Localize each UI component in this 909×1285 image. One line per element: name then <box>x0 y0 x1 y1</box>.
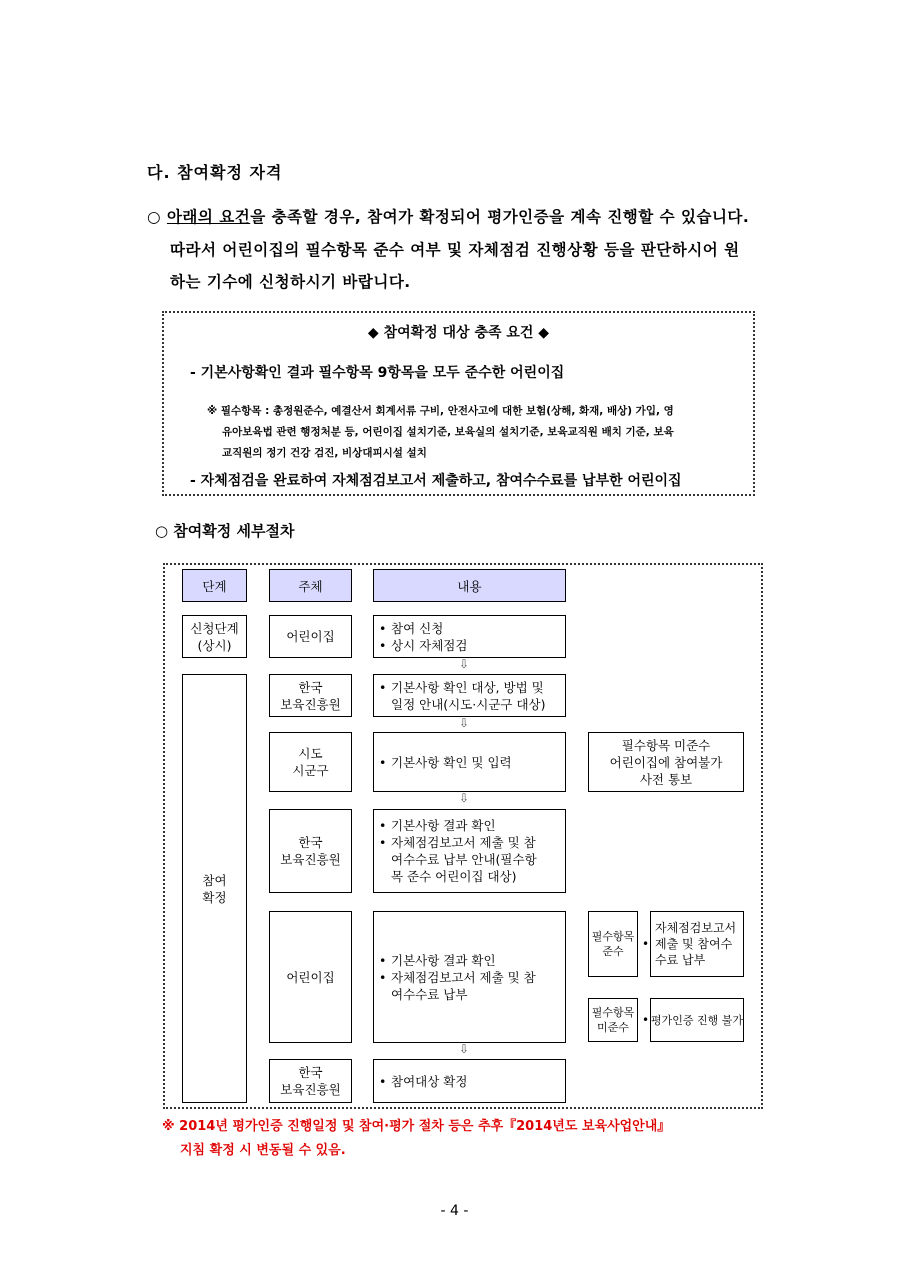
noncomply-text-box <box>650 998 744 1042</box>
item-text: 일정 안내(시도·시군구 대상) <box>391 696 546 712</box>
footnote-line-1: ※ 2014년 평가인증 진행일정 및 참여·평가 절차 등은 추후『2014년도 보육사업안내』 <box>162 1119 671 1134</box>
item-text: 기본사항 확인 및 입력 <box>391 754 512 770</box>
content-row-4 <box>373 809 566 893</box>
item-text: 여수수료 납부 안내(필수항 <box>391 852 537 867</box>
noncomply-label-line-2: 미준수 <box>597 1021 629 1034</box>
noncomply-label-line-1: 필수항목 <box>591 1006 635 1019</box>
subject-label: 한국 <box>298 835 323 850</box>
subject-kcpi-2 <box>269 809 352 893</box>
item-text: 기본사항 결과 확인 <box>391 818 496 833</box>
list-item <box>379 696 565 713</box>
subject-label: 보육진흥원 <box>280 1082 341 1097</box>
list-item <box>379 851 565 868</box>
intro-line-2: 따라서 어린이집의 필수항목 준수 여부 및 자체점검 진행상황 등을 판단하시어 원 <box>170 241 740 259</box>
side-notice-line-3: 사전 통보 <box>639 771 693 787</box>
comply-text-line-3: 수료 납부 <box>655 953 706 967</box>
side-notice-box <box>588 732 744 792</box>
header-stage: 단계 <box>182 569 247 602</box>
header-subject: 주체 <box>269 569 352 602</box>
stage-confirmation <box>182 674 247 1103</box>
list-item <box>379 834 565 851</box>
subject-label: 시도 <box>298 746 323 761</box>
subject-label: 한국 <box>298 679 323 695</box>
requirement-note-line-2: 유아보육법 관련 행정처분 등, 어린이집 설치기준, 보육실의 설치기준, 보육교직원 배치 기준, 보육 <box>222 426 674 438</box>
bullet: • <box>379 679 387 695</box>
item-text: 목 준수 어린이집 대상) <box>391 869 517 884</box>
comply-bullet: • <box>642 937 650 951</box>
requirement-2: - 자체점검을 완료하여 자체점검보고서 제출하고, 참여수수료를 납부한 어린이집 <box>190 473 682 489</box>
down-arrow-icon: ⇩ <box>458 791 470 805</box>
down-arrow-icon: ⇩ <box>458 657 470 671</box>
item-text: 자체점검보고서 제출 및 참 <box>391 969 536 985</box>
list-item <box>379 969 565 986</box>
stage-application-line-2: (상시) <box>197 637 232 653</box>
stage-confirmation-line-1: 참여 <box>202 872 227 888</box>
subject-label: 어린이집 <box>286 969 335 985</box>
content-row-1 <box>373 615 566 658</box>
side-notice-line-2: 어린이집에 참여불가 <box>609 754 723 770</box>
bullet: • <box>379 1073 387 1089</box>
footnote-line-2: 지침 확정 시 변동될 수 있음. <box>180 1143 346 1158</box>
subject-label: 보육진흥원 <box>280 852 341 867</box>
intro-underlined: 아래의 요건 <box>166 208 251 226</box>
intro-bullet: ○ <box>147 208 162 226</box>
requirement-note-line-1: ※ 필수항목 : 총정원준수, 예결산서 회계서류 구비, 안전사고에 대한 보험(상해, 화재, 배상) 가입, 영 <box>207 405 674 417</box>
noncomply-text: 평가인증 진행 불가 <box>651 1013 744 1027</box>
list-item <box>379 868 565 885</box>
comply-label-box <box>588 911 638 977</box>
bullet: • <box>379 637 387 653</box>
side-notice-line-1: 필수항목 미준수 <box>621 737 711 753</box>
list-item <box>379 754 565 771</box>
subject-local-gov <box>269 732 352 792</box>
subject-daycare <box>269 615 352 658</box>
list-item <box>379 1073 565 1090</box>
list-item <box>379 986 565 1003</box>
page-number: - 4 - <box>440 1203 469 1219</box>
comply-label-line-2: 준수 <box>602 945 624 958</box>
bullet: • <box>379 620 387 636</box>
stage-application <box>182 615 247 658</box>
content-row-3 <box>373 732 566 792</box>
subject-label: 보육진흥원 <box>280 696 341 712</box>
requirements-title: ◆ 참여확정 대상 충족 요건 ◆ <box>367 325 550 341</box>
item-text: 상시 자체점검 <box>391 637 468 653</box>
item-text: 참여대상 확정 <box>391 1073 468 1089</box>
item-text: 참여 신청 <box>391 620 444 636</box>
comply-text-line-2: 제출 및 참여수 <box>655 937 733 951</box>
content-row-5 <box>373 911 566 1043</box>
procedure-title: ○ 참여확정 세부절차 <box>155 522 295 540</box>
comply-text-box <box>650 911 744 977</box>
item-text: 기본사항 확인 대상, 방법 및 <box>391 679 544 695</box>
bullet: • <box>379 818 387 833</box>
stage-confirmation-line-2: 확정 <box>202 889 227 905</box>
subject-label: 시군구 <box>292 763 329 778</box>
subject-label: 한국 <box>298 1065 323 1080</box>
requirement-note-line-3: 교직원의 정기 건강 검진, 비상대피시설 설치 <box>222 447 427 459</box>
requirement-1: - 기본사항확인 결과 필수항목 9항목을 모두 준수한 어린이집 <box>190 365 565 381</box>
item-text: 자체점검보고서 제출 및 참 <box>391 835 536 850</box>
section-title: 다. 참여확정 자격 <box>147 163 283 182</box>
subject-kcpi-3 <box>269 1059 352 1103</box>
bullet: • <box>379 835 387 850</box>
list-item <box>379 952 565 969</box>
content-row-2 <box>373 674 566 717</box>
bullet: • <box>379 969 387 985</box>
down-arrow-icon: ⇩ <box>458 716 470 730</box>
item-text: 여수수료 납부 <box>391 986 468 1002</box>
noncomply-label-box <box>588 998 638 1042</box>
down-arrow-icon: ⇩ <box>458 1042 470 1056</box>
item-text: 기본사항 결과 확인 <box>391 952 496 968</box>
comply-label-line-1: 필수항목 <box>591 930 635 943</box>
stage-application-line-1: 신청단계 <box>190 620 239 636</box>
header-content: 내용 <box>373 569 566 602</box>
intro-line-3: 하는 기수에 신청하시기 바랍니다. <box>170 273 411 291</box>
list-item <box>379 679 565 696</box>
bullet: • <box>379 952 387 968</box>
list-item <box>379 637 565 654</box>
intro-line1-rest: 을 충족할 경우, 참여가 확정되어 평가인증을 계속 진행할 수 있습니다. <box>250 208 750 226</box>
content-row-6 <box>373 1059 566 1103</box>
subject-kcpi-1 <box>269 674 352 717</box>
list-item <box>379 620 565 637</box>
bullet: • <box>379 754 387 770</box>
list-item <box>379 817 565 834</box>
subject-daycare-2 <box>269 911 352 1043</box>
subject-label: 어린이집 <box>286 629 335 644</box>
noncomply-bullet: • <box>642 1013 650 1027</box>
comply-text-line-1: 자체점검보고서 <box>655 921 737 935</box>
intro-line-1 <box>147 205 749 227</box>
